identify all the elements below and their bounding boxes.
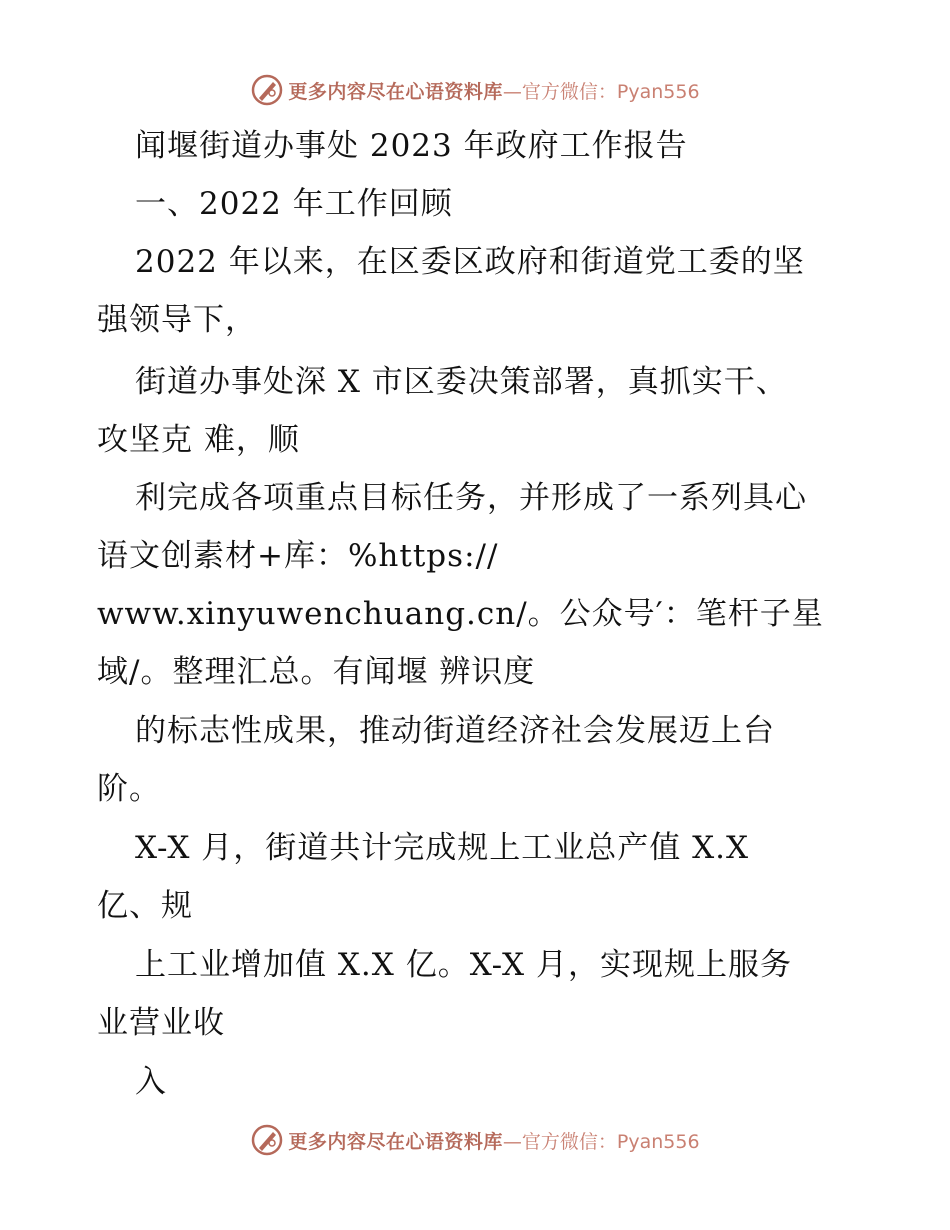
body-line: 的标志性成果，推动街道经济社会发展迈上台 [135,713,775,749]
watermark-banner-top [0,70,950,110]
body-line: www.xinyuwenchuang.cn/。公众号′：笔杆子星 [97,596,824,632]
body-line: X-X 月，街道共计完成规上工业总产值 X.X [135,830,750,866]
watermark-text-tail: —官方微信：Pyan556 [502,80,700,103]
body-line: 业营业收 [97,1005,225,1041]
pen-circle-logo-icon [250,1123,284,1157]
watermark-text-tail: —官方微信：Pyan556 [502,1130,700,1153]
watermark-text-main: 更多内容尽在心语资料库 [288,1130,503,1153]
body-line: 亿、规 [97,888,193,924]
body-line: 阶。 [97,771,161,807]
document-title: 闻堰街道办事处 2023 年政府工作报告 [135,128,688,164]
body-line: 街道办事处深 X 市区委决策部署，真抓实干、 [135,364,788,400]
body-line: 语文创素材+库：%https:// [97,538,499,574]
body-line: 强领导下， [97,302,257,338]
body-line: 上工业增加值 X.X 亿。X-X 月，实现规上服务 [135,947,792,983]
body-line: 入 [135,1064,167,1100]
body-line: 利完成各项重点目标任务，并形成了一系列具心 [135,480,807,516]
section-heading: 一、2022 年工作回顾 [135,186,453,222]
pen-circle-logo-icon [250,73,284,107]
body-line: 域/。整理汇总。有闻堰 辨识度 [97,654,536,690]
body-line: 攻坚克 难，顺 [97,422,300,458]
watermark-text-main: 更多内容尽在心语资料库 [288,80,503,103]
body-line: 2022 年以来，在区委区政府和街道党工委的坚 [135,244,805,280]
watermark-banner-bottom [0,1120,950,1160]
